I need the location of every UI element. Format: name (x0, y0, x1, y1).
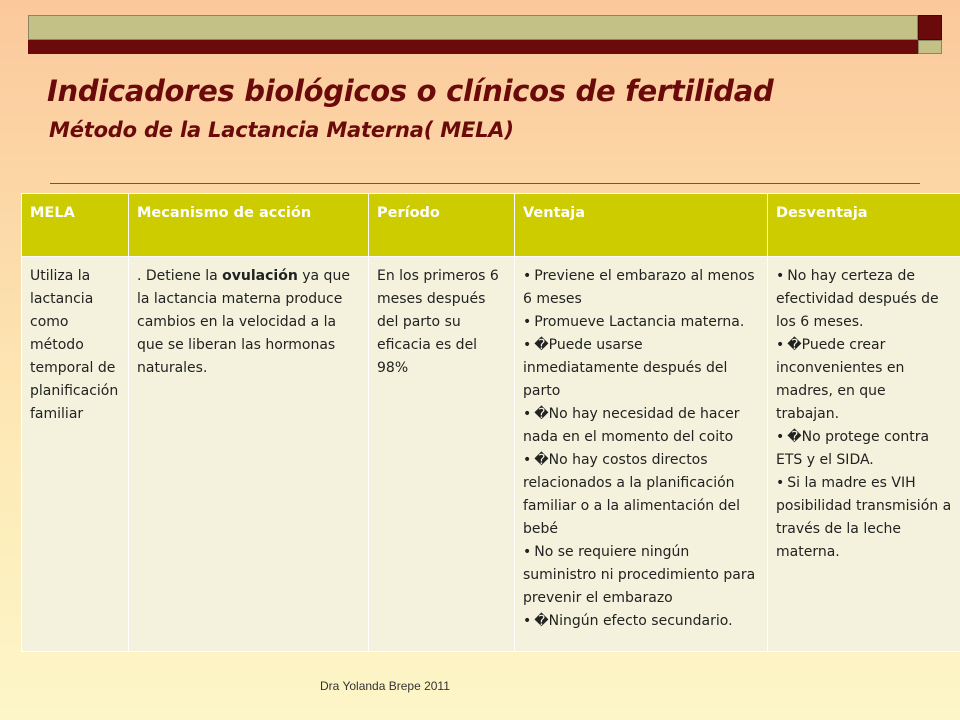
desventaja-text: Si la madre es VIH posibilidad transmisión a través de la leche materna. (776, 475, 952, 560)
header-mela: MELA (22, 194, 129, 257)
table-row (22, 257, 960, 652)
ventaja-text: �Puede usarse inmediatamente después del parto (523, 337, 728, 399)
cell-mela: Utiliza la lactancia como método temporal de planificación familiar (22, 257, 129, 652)
list-item (776, 426, 952, 472)
list-item (523, 541, 759, 610)
list-item (523, 610, 759, 633)
header-decor-bar-top (28, 15, 918, 40)
list-item (776, 472, 952, 564)
header-decor-square-bottom (918, 40, 942, 54)
ventaja-text: �No hay costos directos relacionados a la planificación familiar o a la alimentación del bebé (523, 452, 740, 537)
ventaja-text: �Ningún efecto secundario. (534, 613, 733, 629)
header-ventaja: Ventaja (515, 194, 768, 257)
header-decor-square-top (918, 15, 942, 40)
list-item (523, 311, 759, 334)
ventaja-text: Previene el embarazo al menos 6 meses (523, 268, 755, 307)
ventaja-text: Promueve Lactancia materna. (534, 314, 745, 330)
mecanismo-text-bold: ovulación (222, 268, 298, 284)
mecanismo-text-pre: . Detiene la (137, 268, 223, 284)
bullet-icon: • (776, 337, 785, 353)
ventaja-text: No se requiere ningún suministro ni procedimiento para prevenir el embarazo (523, 544, 756, 606)
list-item (523, 334, 759, 403)
cell-mecanismo (129, 257, 369, 652)
bullet-icon: • (523, 613, 532, 629)
bullet-icon: • (523, 406, 532, 422)
slide-subtitle: Método de la Lactancia Materna( MELA) (49, 118, 514, 142)
mela-table (21, 193, 960, 652)
header-desventaja: Desventaja (768, 194, 960, 257)
table-header-row (22, 194, 960, 257)
bullet-icon: • (523, 452, 532, 468)
title-divider (50, 183, 920, 184)
header-decor-bar-bottom (28, 40, 918, 54)
slide-title: Indicadores biológicos o clínicos de fertilidad (47, 74, 774, 108)
footer-author: Dra Yolanda Brepe 2011 (320, 679, 450, 693)
cell-desventaja (768, 257, 960, 652)
header-mecanismo: Mecanismo de acción (129, 194, 369, 257)
desventaja-list (776, 265, 952, 564)
list-item (523, 449, 759, 541)
bullet-icon: • (776, 429, 785, 445)
desventaja-text: No hay certeza de efectividad después de los 6 meses. (776, 268, 939, 330)
bullet-icon: • (523, 544, 532, 560)
bullet-icon: • (523, 314, 532, 330)
list-item (523, 265, 759, 311)
cell-periodo: En los primeros 6 meses después del parto su eficacia es del 98% (369, 257, 515, 652)
desventaja-text: �Puede crear inconvenientes en madres, en que trabajan. (776, 337, 905, 422)
bullet-icon: • (776, 268, 785, 284)
list-item (776, 334, 952, 426)
list-item (523, 403, 759, 449)
bullet-icon: • (523, 268, 532, 284)
ventaja-text: �No hay necesidad de hacer nada en el momento del coito (523, 406, 740, 445)
bullet-icon: • (523, 337, 532, 353)
list-item (776, 265, 952, 334)
cell-ventaja (515, 257, 768, 652)
desventaja-text: �No protege contra ETS y el SIDA. (776, 429, 930, 468)
ventaja-list (523, 265, 759, 633)
mecanismo-text-post: ya que la lactancia materna produce cambios en la velocidad a la que se liberan las hormonas naturales. (137, 268, 350, 376)
bullet-icon: • (776, 475, 785, 491)
header-periodo: Período (369, 194, 515, 257)
